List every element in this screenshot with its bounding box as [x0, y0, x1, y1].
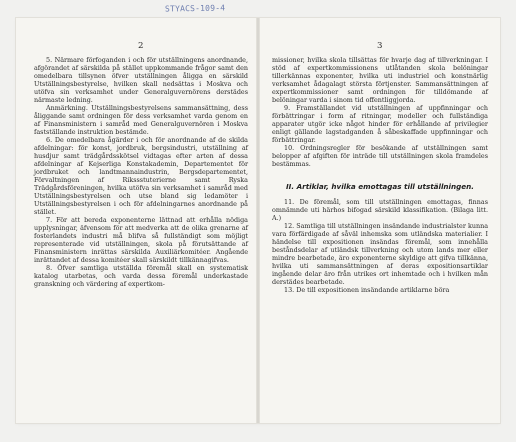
paragraph-note: Anmärkning. Utställningsbestyrelsens sammansättning, dess åliggande samt ordningen för dess verksamhet varda genom en af Finansministern i samråd med Generalguvernören i Moskva fastställande instruktion bestämde.: [34, 104, 248, 136]
document-spread: [16, 18, 500, 423]
paragraph-13: 13. De till expositionen insändande artiklarne böra: [284, 286, 450, 294]
paragraph-12: 12. Samtliga till utställningen insändande industrialster kunna vara förfärdigade af såväl inhemska som utländska materialier. I händelse till expositionen insändas föremål, som innehålla beståndsdelar af utländsk tillverkning och utom lands mer eller mindre bearbetade, äro exponenterne skyldige att gifva tillkänna, hvilka uti sammansättningen af deras expositionsartiklar ingående delar äro från utrikes ort inhemtade och i hvilken mån derstädes bearbetade.: [272, 222, 488, 286]
right-page: [258, 18, 500, 423]
paragraph-11: 11. De föremål, som till utställningen emottagas, finnas omnämnde uti härhos bifogad särskild klassifikation. (Bilaga litt. A.): [272, 198, 488, 222]
paragraph-6: 6. De omedelbara ågärder i och för anordnande af de skilda afdelningar: för konst, jordbruk, bergsindustri, utställning af husdjur samt trädgårdsskötsel vidtagas efter arten af dessa afdelningar af Kejserliga Konstakademin, Departementet för jordbruket och landtmannaindustrin, Bergsdepartementet, Förvaltningen af Rikssstuterierne samt Ryska Trädgårdsföreningen, hvilka utöfva sin verksamhet i samråd med Utställningsbestyrelsen och utse bland sig ledamöter i Utställningsbestyrelsen i och för afdelningarnes anordnande på stället.: [34, 136, 248, 216]
paragraph-10: 10. Ordningsregler för besökande af utställningen samt belopper af afgiften för inträde till utställningen skola framdeles bestämmas.: [272, 144, 488, 168]
section-heading: II. Artiklar, hvilka emottagas till utställningen.: [286, 182, 474, 191]
paragraph-9: 9. Framställandet vid utställningen af uppfinningar och förbättringar i form af ritningar, modeller och fullständiga apparater utgör icke något hinder för erhållande af privilegier enligt gällande lagstadganden å såbeskaffade uppfinningar och förbättringar.: [272, 104, 488, 144]
paragraph-5: 5. Närmare förfoganden i och för utställningens anordnande, afgörandet af särskilda på stället uppkommande frågor samt den omedelbara tillsynen öfver utställningen åligga en särskild Utställningsbestyrelse, hvilken skall nedsättas i Moskva och utöfva sin verksamhet under Generalguvernörens derstädes närmaste ledning.: [34, 56, 248, 104]
page-number-right: 3: [377, 41, 383, 51]
archive-stamp: STYACS-109-4: [164, 3, 226, 14]
paragraph-8-continued: missioner, hvilka skola tillsättas för hvarje dag af tillverkningar. I stöd af expertkommissionens utlåtanden skola belöningar tillerkännas exponenter, hvilka uti industriel och konstnärlig verksamhet ådagalagt största förtjenster. Sammansättningen af expertkommissioner samt ordningen för tilldömande af belöningar varda i sinom tid offentliggjorda.: [272, 56, 488, 104]
left-page: [16, 18, 258, 423]
paragraph-8: 8. Öfver samtliga utställda föremål skall en systematisk katalog utarbetas, och varda dessa föremål underkastade granskning och värdering af expertkom-: [34, 264, 248, 288]
page-number-left: 2: [138, 41, 144, 51]
paragraph-7: 7. För att bereda exponenterne lättnad att erhålla nödiga upplysningar, äfvensom för att medverka att de olika grenarne af fosterlandets industri må blifva så fullständigt som möjligt representerade vid utställningen, skola på förutsättande af Finansministern inrättas särskilda Auxiliärkomitéer. Angående inrättandet af dessa komitéer skall särskildt tillkännagifvas.: [34, 216, 248, 264]
